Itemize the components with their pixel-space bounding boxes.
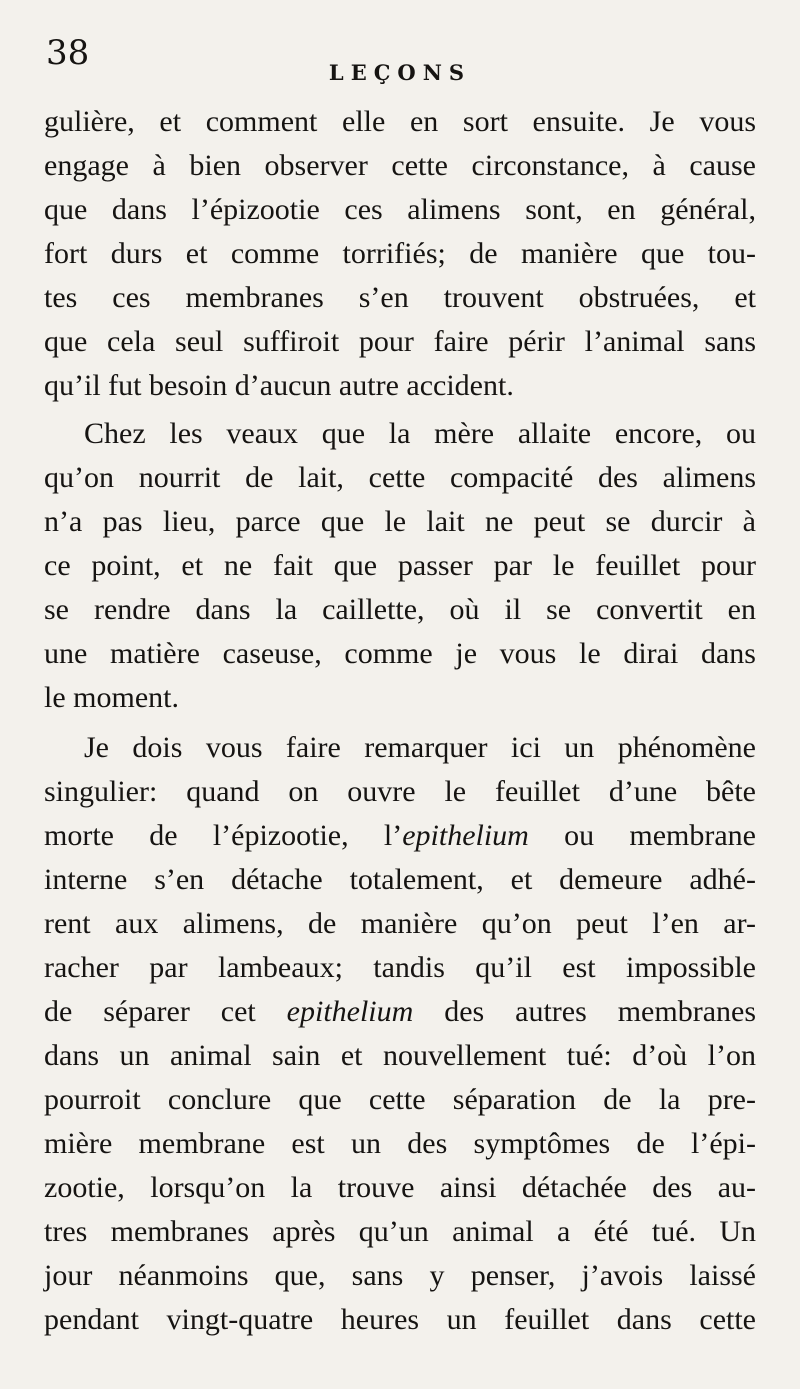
text-line: singulier: quand on ouvre le feuillet d’une bête <box>44 775 756 808</box>
text-segment: de séparer cet <box>44 995 287 1028</box>
text-line: que dans l’épizootie ces alimens sont, en général, <box>44 193 756 226</box>
text-line: se rendre dans la caillette, où il se convertit en <box>44 593 756 626</box>
text-line: jour néanmoins que, sans y penser, j’avois laissé <box>44 1259 756 1292</box>
text-line: qu’on nourrit de lait, cette compacité des alimens <box>44 461 756 494</box>
running-head: LEÇONS <box>328 60 472 85</box>
text-line: zootie, lorsqu’on la trouve ainsi détachée des au- <box>44 1171 756 1204</box>
text-line: pourroit conclure que cette séparation de la pre- <box>44 1083 756 1116</box>
text-line: que cela seul suffiroit pour faire périr l’animal sans <box>44 325 756 358</box>
text-line: n’a pas lieu, parce que le lait ne peut se durcir à <box>44 505 756 538</box>
text-line: ce point, et ne fait que passer par le feuillet pour <box>44 549 756 582</box>
text-line: pendant vingt-quatre heures un feuillet dans cette <box>44 1303 756 1336</box>
text-line: une matière caseuse, comme je vous le dirai dans <box>44 637 756 670</box>
text-line: racher par lambeaux; tandis qu’il est impossible <box>44 951 756 984</box>
paragraph-first-line: Je dois vous faire remarquer ici un phénomène <box>84 731 756 764</box>
text-line: interne s’en détache totalement, et demeure adhé- <box>44 863 756 896</box>
text-line <box>44 816 756 856</box>
paragraph-first-line: Chez les veaux que la mère allaite encore, ou <box>84 417 756 450</box>
paragraph-end-line: qu’il fut besoin d’aucun autre accident. <box>44 369 514 402</box>
italic-term: epithelium <box>402 819 529 852</box>
text-line: tes ces membranes s’en trouvent obstruées, et <box>44 281 756 314</box>
text-segment: des autres membranes <box>413 995 756 1028</box>
text-segment: morte de l’épizootie, l’ <box>44 819 403 852</box>
text-line: engage à bien observer cette circonstance, à cause <box>44 149 756 182</box>
text-line: dans un animal sain et nouvellement tué: d’où l’on <box>44 1039 756 1072</box>
text-line: rent aux alimens, de manière qu’on peut l’en ar- <box>44 907 756 940</box>
text-line <box>44 992 756 1032</box>
text-line: gulière, et comment elle en sort ensuite. Je vous <box>44 105 756 138</box>
text-line: fort durs et comme torrifiés; de manière que tou- <box>44 237 756 270</box>
text-line: tres membranes après qu’un animal a été tué. Un <box>44 1215 756 1248</box>
text-line: mière membrane est un des symptômes de l’épi- <box>44 1127 756 1160</box>
text-segment: ou membrane <box>528 819 756 852</box>
page-number: 38 <box>46 33 90 73</box>
paragraph-end-line: le moment. <box>44 681 179 714</box>
italic-term: epithelium <box>286 995 414 1028</box>
